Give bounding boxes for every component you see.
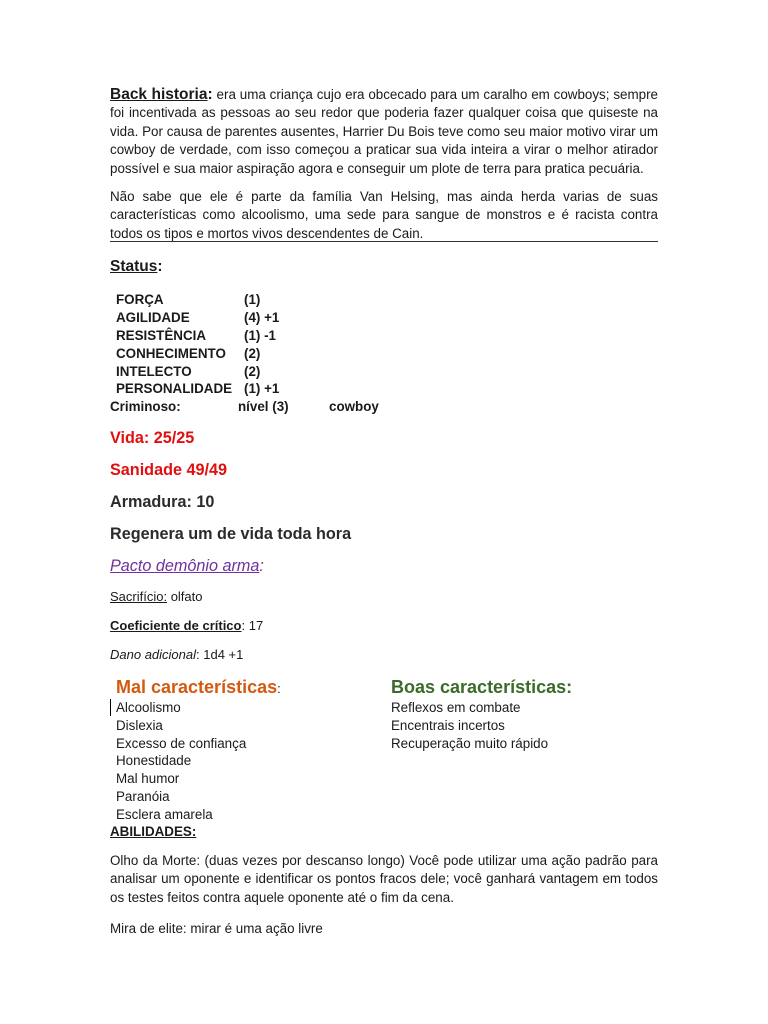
status-heading: Status	[110, 258, 158, 275]
list-item: Alcoolismo	[116, 700, 181, 715]
back-history-paragraph-1	[110, 86, 658, 178]
sacrificio-value: olfato	[167, 589, 203, 604]
stat-name-3: CONHECIMENTO	[116, 346, 226, 361]
status-heading-block	[110, 258, 163, 276]
stat-name-4: INTELECTO	[116, 364, 192, 379]
good-traits-list	[391, 699, 548, 752]
stat-value-0: (1)	[244, 292, 261, 307]
stat-value-4: (2)	[244, 364, 261, 379]
back-history-text-first: era uma criança cujo era obcecado para um caralho em cowboys; sempre foi	[110, 87, 658, 121]
list-item: Encentrais incertos	[391, 717, 505, 733]
status-colon: :	[157, 258, 163, 275]
back-history-text-rest: incentivada as pessoas ao seu redor que poderia fazer qualquer coisa que quiseste na vida. Por causa de parentes ausentes, Harrier Du Bois teve como seu maior motivo virar um cowboy de verdade, com isso começou a praticar sua vida inteira a virar o melhor atirador possível e sua maior aspiração agora e conseguir um plote de terra para pratica pecuária.	[110, 105, 658, 176]
dano-line	[110, 647, 243, 662]
pacto-heading: Pacto demônio arma	[110, 557, 260, 575]
section-divider	[110, 241, 658, 242]
ability-olho-da-morte: Olho da Morte: (duas vezes por descanso longo) Você pode utilizar uma ação padrão para analisar um oponente e identificar os pontos fracos dele; você ganhará vantagem em todos os testes feitos contra aquele oponente até o fim da cena.	[110, 853, 658, 905]
sacrificio-label: Sacrifício:	[110, 589, 168, 604]
stat-name-5: PERSONALIDADE	[116, 381, 233, 396]
list-item: Reflexos em combate	[391, 700, 521, 715]
stat-value-2: (1) -1	[244, 328, 276, 343]
stat-value-1: (4) +1	[244, 310, 280, 325]
coeficiente-line	[110, 618, 263, 633]
list-item: Mal humor	[116, 771, 180, 787]
stat-name-2: RESISTÊNCIA	[116, 328, 207, 343]
bad-traits-colon: :	[277, 681, 281, 696]
bad-traits-heading-block	[116, 677, 281, 698]
list-item: Paranóia	[116, 788, 170, 804]
coeficiente-value: : 17	[241, 618, 264, 633]
list-item: Recuperação muito rápido	[391, 735, 549, 751]
list-item: Dislexia	[116, 717, 163, 733]
sacrificio-line	[110, 589, 203, 604]
good-traits-heading: Boas características:	[391, 677, 573, 697]
ability-mira-de-elite: Mira de elite: mirar é uma ação livre	[110, 921, 323, 936]
list-item: Excesso de confiança	[116, 735, 247, 751]
stat-value-5: (1) +1	[244, 381, 280, 396]
back-history-colon: :	[207, 86, 213, 103]
stat-name-0: FORÇA	[116, 292, 164, 307]
regenera-text: Regenera um de vida toda hora	[110, 525, 352, 543]
class-level: nível (3)	[238, 399, 289, 414]
stat-name-1: AGILIDADE	[116, 310, 190, 325]
back-history-heading: Back historia	[110, 86, 208, 103]
pacto-heading-block	[110, 557, 264, 576]
class-label: Criminoso:	[110, 399, 181, 414]
pacto-colon: :	[259, 557, 264, 575]
list-item: Honestidade	[116, 753, 192, 769]
back-history-paragraph-2: Não sabe que ele é parte da família Van Helsing, mas ainda herda varias de suas características como alcoolismo, uma sede para sangue de monstros e é racista contra todos os tipos e mortos vivos descendentes de Cain.	[110, 189, 658, 241]
bad-traits-heading: Mal características	[116, 677, 278, 697]
dano-label: Dano adicional	[110, 647, 197, 662]
text-cursor	[110, 699, 111, 716]
class-name: cowboy	[329, 399, 379, 414]
sanidade-stat: Sanidade 49/49	[110, 461, 227, 479]
vida-stat: Vida: 25/25	[110, 429, 195, 447]
dano-value: : 1d4 +1	[196, 647, 244, 662]
coeficiente-label: Coeficiente de crítico	[110, 618, 242, 633]
armadura-stat: Armadura: 10	[110, 493, 215, 511]
list-item: Esclera amarela	[116, 806, 213, 822]
abilities-heading: ABILIDADES:	[110, 824, 197, 839]
stat-value-3: (2)	[244, 346, 261, 361]
bad-traits-list	[116, 699, 246, 824]
